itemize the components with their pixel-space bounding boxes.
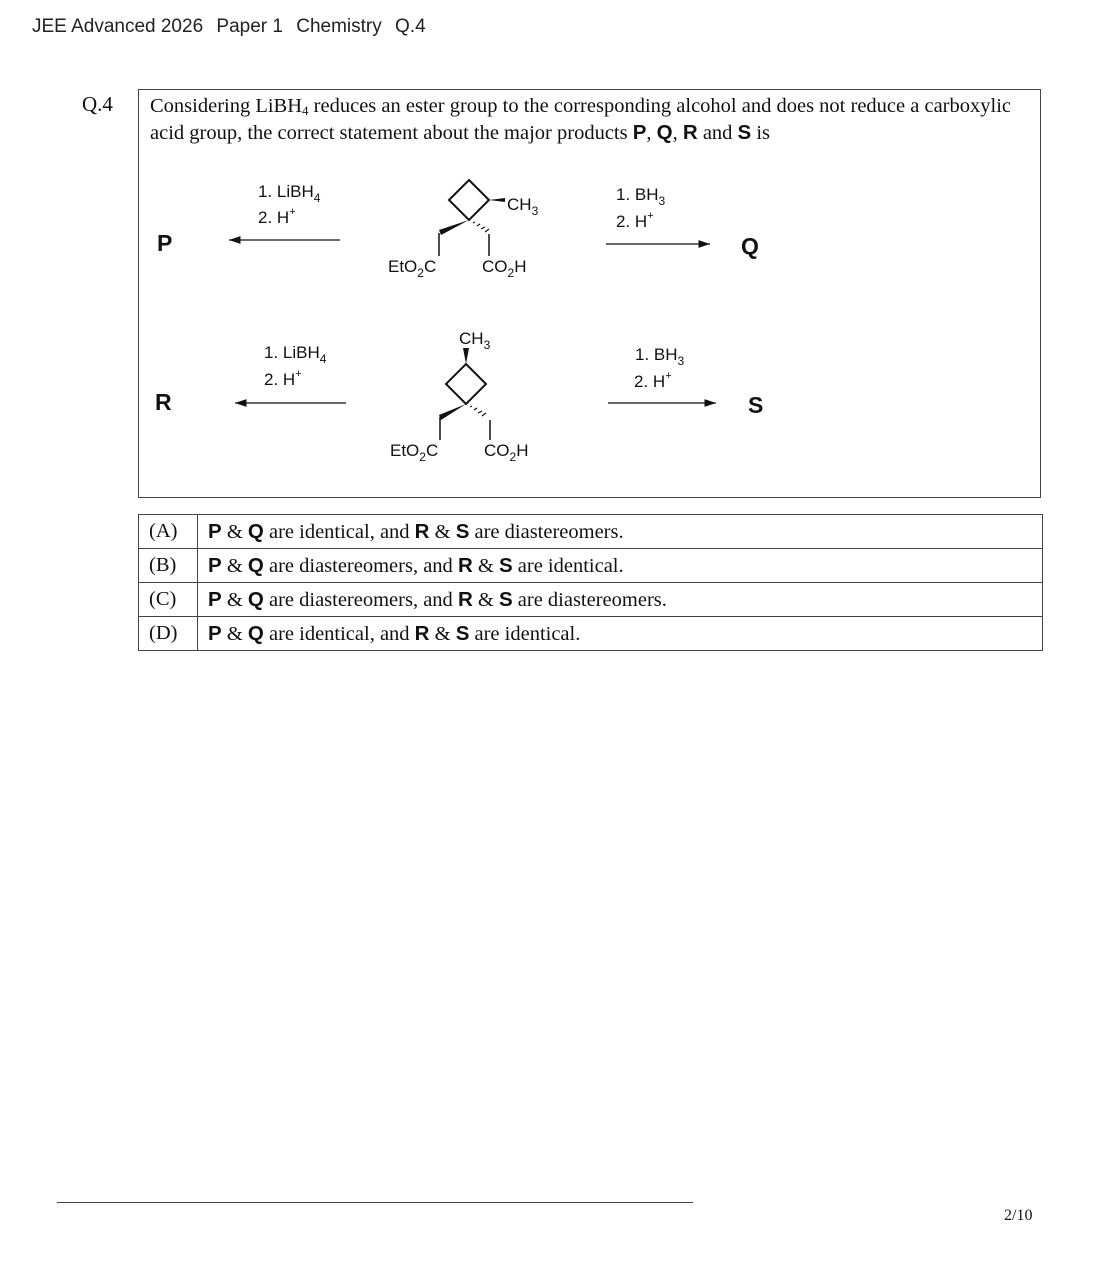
option-text: P & Q are diastereomers, and R & S are diastereomers. (198, 583, 1043, 617)
reagent-bh3-2: 1. $BH_3$ (635, 345, 685, 368)
option-b[interactable] (139, 549, 1043, 583)
reaction-1 (157, 180, 759, 280)
footer-divider (57, 1202, 693, 1203)
option-label: (D) (139, 617, 198, 651)
option-text: P & Q are identical, and R & S are diastereomers. (198, 515, 1043, 549)
ester-label-2: EtO$_2$C (390, 441, 439, 464)
option-text: P & Q are identical, and R & S are identical. (198, 617, 1043, 651)
page-number: 2/10 (1004, 1207, 1033, 1224)
product-q-label: Q (741, 233, 759, 259)
product-r-label: R (155, 389, 172, 415)
reagent-libh4-2: 1. LiBH$_4$ (264, 343, 327, 366)
reaction-scheme (139, 90, 1042, 499)
product-s-label: S (748, 392, 764, 418)
option-label: (C) (139, 583, 198, 617)
option-d[interactable] (139, 617, 1043, 651)
reagent-acid: 2. H+ (258, 206, 296, 227)
question-box (138, 89, 1041, 498)
reagent-acid-2: 2. H+ (616, 210, 654, 231)
option-c[interactable] (139, 583, 1043, 617)
question-text: Considering LiBH$_4$ reduces an ester group to the corresponding alcohol and does not reduce a carboxylic acid group, the correct statement about the major products P, Q, R and S is (150, 95, 1011, 144)
reagent-libh4: 1. LiBH$_4$ (258, 182, 321, 205)
molecule-2 (390, 329, 528, 464)
molecule-1 (388, 180, 539, 280)
reagent-bh3: 1. $BH_3$ (616, 185, 666, 208)
product-p-label: P (157, 230, 173, 256)
option-a[interactable] (139, 515, 1043, 549)
page-header (32, 16, 434, 38)
option-label: (B) (139, 549, 198, 583)
question-ref: Q.4 (395, 16, 426, 37)
question-number: Q.4 (82, 92, 113, 116)
options-table (138, 514, 1043, 651)
subject-name: Chemistry (296, 16, 382, 37)
option-text: P & Q are diastereomers, and R & S are identical. (198, 549, 1043, 583)
option-label: (A) (139, 515, 198, 549)
reagent-acid-3: 2. H+ (264, 368, 302, 389)
reagent-acid-4: 2. H+ (634, 370, 672, 391)
reaction-2 (155, 329, 763, 464)
acid-label-2: $CO_2H$ (484, 441, 529, 464)
ester-label: EtO$_2$C (388, 257, 437, 280)
acid-label: $CO_2H$ (482, 257, 527, 280)
methyl-label-2: $CH_3$ (459, 329, 491, 352)
methyl-label: $CH_3$ (507, 195, 539, 218)
exam-name: JEE Advanced 2026 (32, 16, 204, 37)
paper-name: Paper 1 (216, 16, 283, 37)
